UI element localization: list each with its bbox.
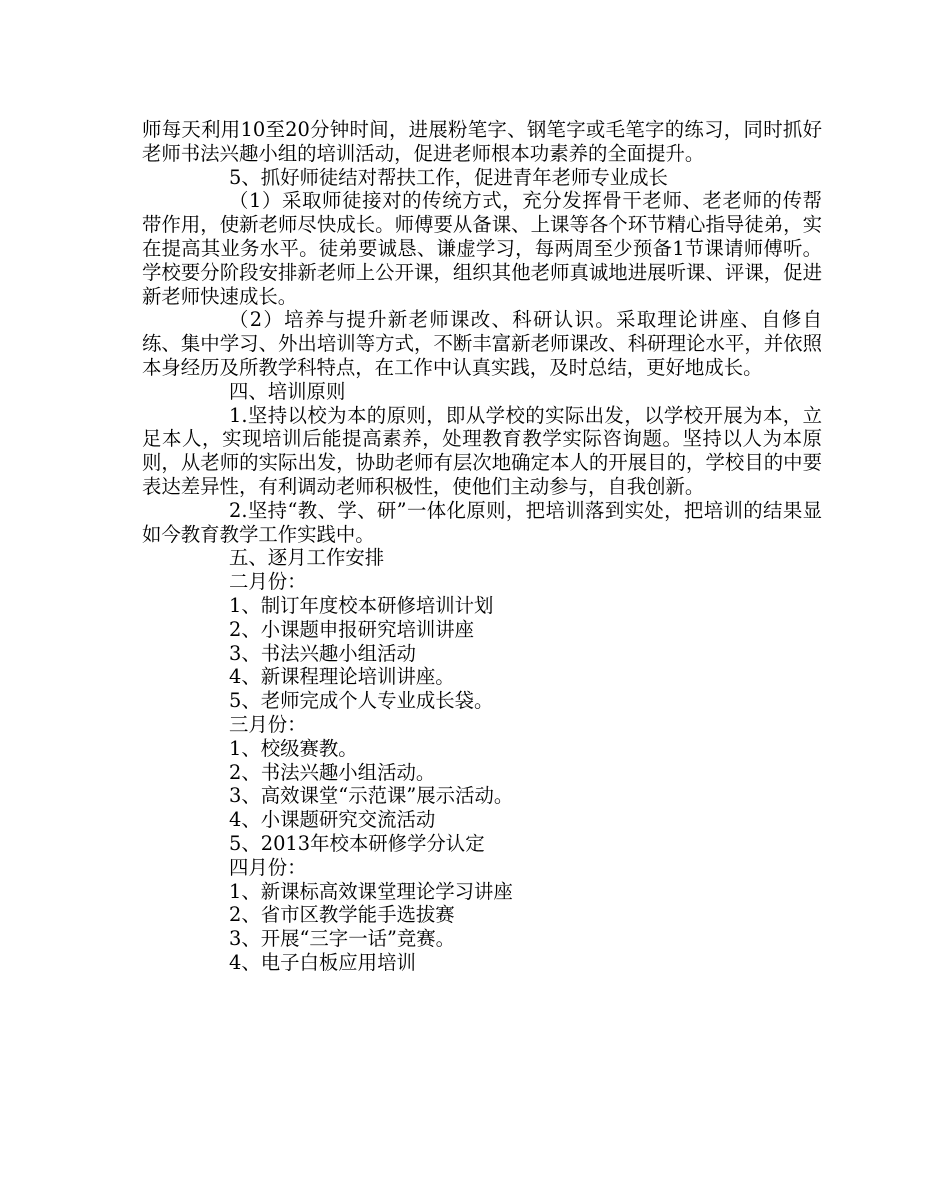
list-item: 3、书法兴趣小组活动 xyxy=(229,641,416,665)
list-item: 4、新课程理论培训讲座。 xyxy=(229,665,455,689)
list-item: 4、小课题研究交流活动 xyxy=(229,808,436,832)
list-item: 1、校级赛教。 xyxy=(229,736,358,760)
list-item: 3、高效课堂“示范课”展示活动。 xyxy=(229,784,514,808)
month-label: 三月份： xyxy=(229,712,307,736)
list-item: 2、小课题申报研究培训讲座 xyxy=(229,617,475,641)
paragraph-school-based-principle: 1.坚持以校为本的原则，即从学校的实际出发，以学校开展为本，立足本人，实现培训后能提高素养，处理教育教学实际咨询题。坚持以人为本原则，从老师的实际出发，协助老师有层次地确定本人的开展目的，学校目的中要表达差异性，有利调动老师积极性，使他们主动参与，自我创新。 xyxy=(142,403,822,498)
document-page xyxy=(142,118,822,975)
list-item: 2、书法兴趣小组活动。 xyxy=(229,760,436,784)
heading-monthly-schedule: 五、逐月工作安排 xyxy=(229,546,385,570)
list-item: 1、制订年度校本研修培训计划 xyxy=(229,593,494,617)
paragraph-mentorship-method: （1）采取师徒接对的传统方式，充分发挥骨干老师、老老师的传帮带作用，使新老师尽快成长。师傅要从备课、上课等各个环节精心指导徒弟，实在提高其业务水平。徒弟要诚恳、谦虚学习，每两周至少预备1节课请师傅听。学校要分阶段安排新老师上公开课，组织其他老师真诚地进展听课、评课，促进新老师快速成长。 xyxy=(142,189,822,308)
month-february xyxy=(142,570,822,713)
month-march xyxy=(142,713,822,856)
month-april xyxy=(142,856,822,975)
paragraph-research-awareness: （2）培养与提升新老师课改、科研认识。采取理论讲座、自修自练、集中学习、外出培训等方式，不断丰富新老师课改、科研理论水平，并依照本身经历及所教学科特点，在工作中认真实践，及时总结，更好地成长。 xyxy=(142,308,822,379)
month-label: 四月份： xyxy=(229,855,307,879)
heading-mentorship: 5、抓好师徒结对帮扶工作，促进青年老师专业成长 xyxy=(229,165,668,189)
paragraph-integration-principle: 2.坚持“教、学、研”一体化原则，把培训落到实处，把培训的结果显如今教育教学工作实践中。 xyxy=(142,498,822,546)
list-item: 2、省市区教学能手选拔赛 xyxy=(229,903,455,927)
list-item: 1、新课标高效课堂理论学习讲座 xyxy=(229,879,513,903)
list-item: 5、老师完成个人专业成长袋。 xyxy=(229,689,494,713)
list-item: 5、2013年校本研修学分认定 xyxy=(229,831,485,855)
paragraph-calligraphy-practice: 师每天利用10至20分钟时间，进展粉笔字、钢笔字或毛笔字的练习，同时抓好老师书法兴趣小组的培训活动，促进老师根本功素养的全面提升。 xyxy=(142,118,822,165)
list-item: 4、电子白板应用培训 xyxy=(229,950,416,974)
list-item: 3、开展“三字一话”竞赛。 xyxy=(229,927,456,951)
heading-training-principles: 四、培训原则 xyxy=(229,379,346,403)
month-label: 二月份： xyxy=(229,570,307,594)
